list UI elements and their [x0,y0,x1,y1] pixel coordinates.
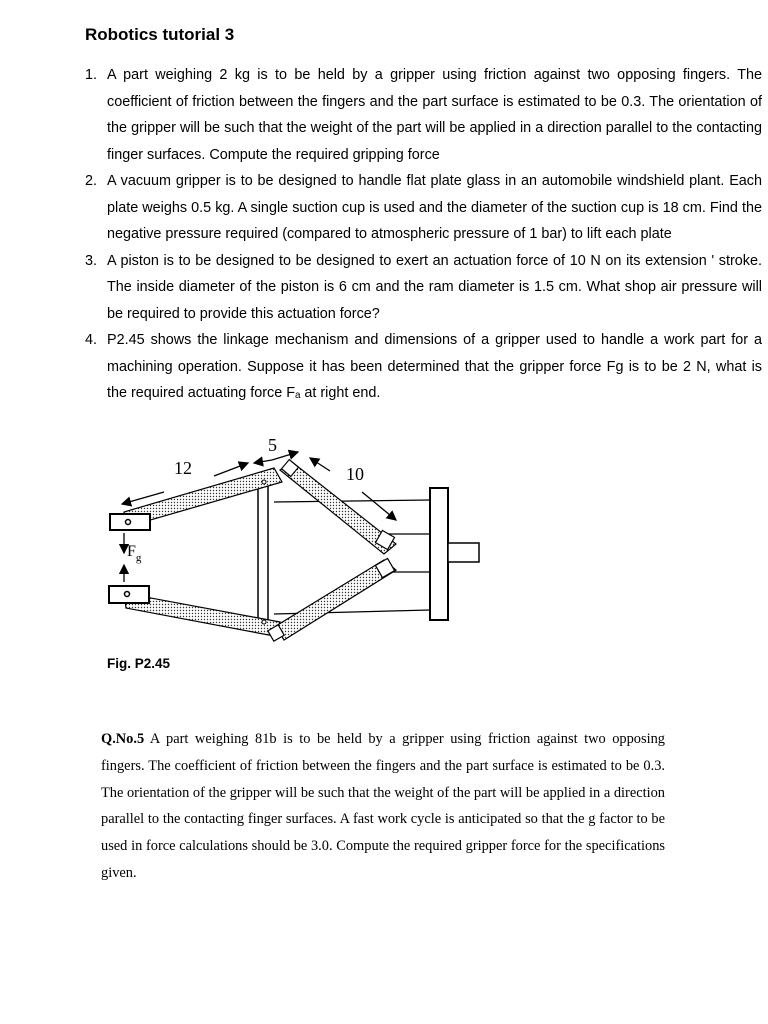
pin [125,592,130,597]
dimension-arrow-10 [310,458,330,471]
force-subscript: g [135,552,142,564]
force-label [127,543,142,564]
question-2 [85,168,762,248]
question-text: A piston is to be designed to be designed to exert an actuation force of 10 N on its extension ' stroke. The inside diameter of the piston is 6 cm and the ram diameter is 1.5 cm. What shop air pressure will be required to provide this actuation force? [107,252,762,322]
question-text: A part weighing 2 kg is to be held by a gripper using friction against two opposing fingers. The coefficient of friction between the fingers and the part surface is estimated to be 0.3. The orientation of the gripper will be such that the weight of the part will be applied in a direction parallel to the contacting finger surfaces. Compute the required gripping force [107,67,762,163]
question-5 [101,726,665,887]
question-5-text: A part weighing 81b is to be held by a gripper using friction against two opposing fingers. The coefficient of friction between the fingers and the part surface is estimated to be 0.3. The orientation of the gripper will be such that the weight of the part will be applied in a direction parallel to the contacting finger surfaces. A fast work cycle is anticipated so that the g factor to be used in force calculations should be 3.0. Compute the required gripper force for the specifications given. [101,731,665,881]
question-5-label: Q.No.5 [101,731,145,747]
document-title: Robotics tutorial 3 [85,25,235,44]
pin [262,620,266,624]
question-3 [85,248,762,328]
dimension-arrow-5 [254,460,272,463]
force-symbol: F [127,543,136,560]
dimension-arrow-12 [214,463,248,476]
dimension-label-10: 10 [346,464,364,484]
question-text: P2.45 shows the linkage mechanism and dimensions of a gripper used to handle a work part for a machining operation. Suppose it has been determined that the gripper force Fg is to be 2 N, what is the required actuating force Fₐ at right end. [107,332,762,401]
dimension-arrow-10 [362,492,396,520]
question-number: 4. [85,332,98,348]
dimension-label-12: 12 [174,458,192,478]
gripper-linkage-figure [104,432,484,652]
lower-link-10 [276,560,396,640]
question-number: 1. [85,67,98,83]
question-number: 2. [85,173,98,189]
question-number: 3. [85,252,98,269]
actuator-rod [448,543,479,562]
center-bar [258,476,268,628]
figure-caption: Fig. P2.45 [107,656,171,671]
pin [126,520,131,525]
question-text: A vacuum gripper is to be designed to handle flat plate glass in an automobile windshield plant. Each plate weighs 0.5 kg. A single suction cup is used and the diameter of the suction cup is 18 cm. Find the negative pressure required (compared to atmospheric pressure of 1 bar) to lift each plate [107,173,762,242]
actuator-plate [430,488,448,620]
question-list [85,62,762,407]
question-4 [85,327,762,407]
pin [262,480,266,484]
question-1 [85,62,762,168]
dimension-label-5: 5 [268,435,277,455]
gripper-linkage-diagram [104,432,484,652]
frame-rod [274,500,430,502]
